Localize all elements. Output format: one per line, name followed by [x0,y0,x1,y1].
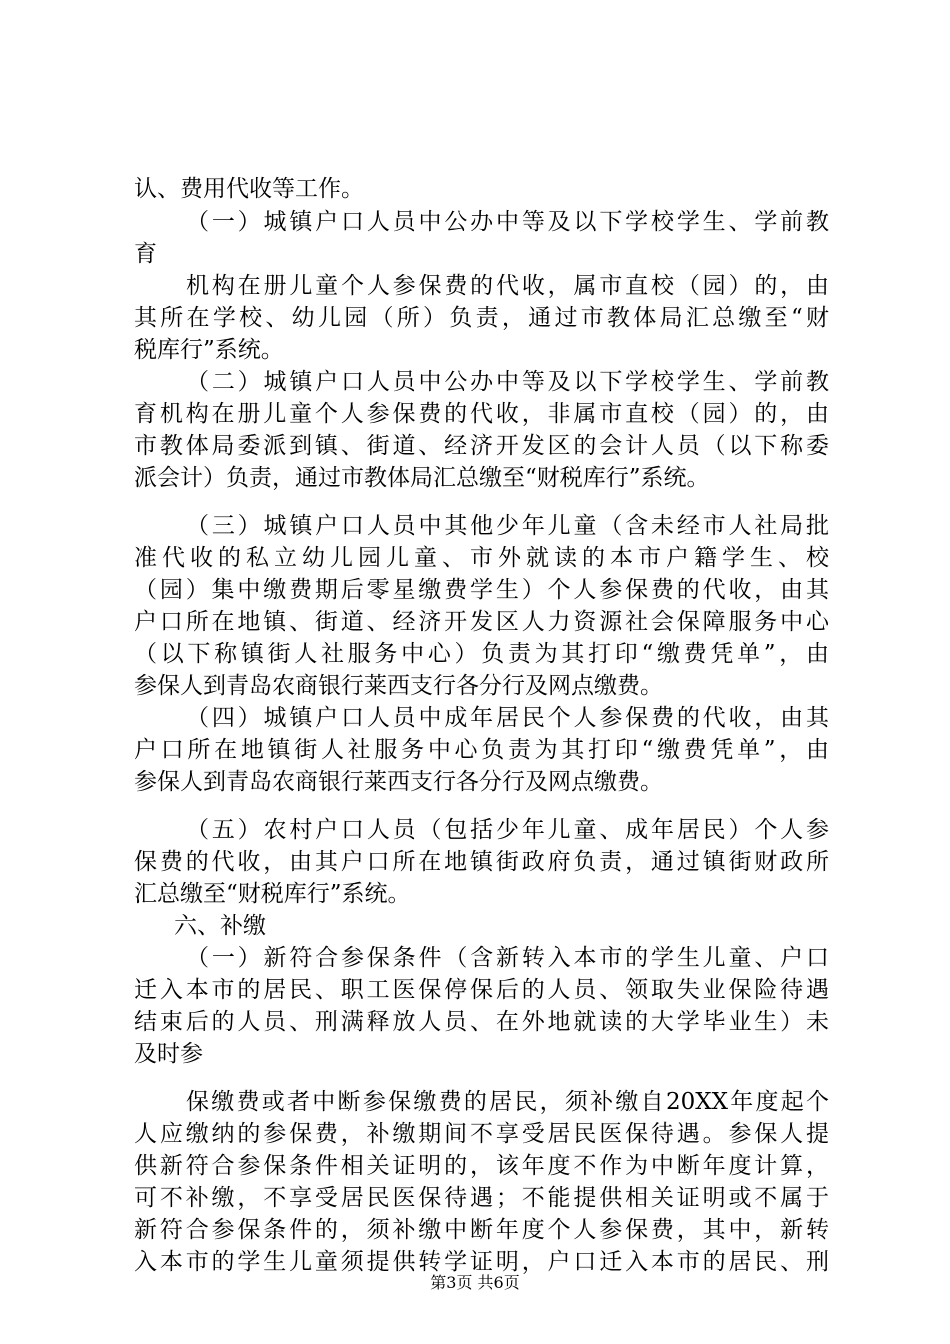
text-line: （园）集中缴费期后零星缴费学生）个人参保费的代收，由其 [134,577,829,603]
text-line: （五）农村户口人员（包括少年儿童、成年居民）个人参 [186,817,829,843]
text-line: 机构在册儿童个人参保费的代收，属市直校（园）的，由 [186,273,829,299]
text-line: 育 [134,241,157,267]
text-line: （一）新符合参保条件（含新转入本市的学生儿童、户口 [186,945,829,971]
text-line: 入本市的学生儿童须提供转学证明，户口迁入本市的居民、刑 [134,1249,829,1275]
text-line: 保缴费或者中断参保缴费的居民，须补缴自20XX年度起个 [186,1089,829,1115]
text-line: （四）城镇户口人员中成年居民个人参保费的代收，由其 [186,705,829,731]
text-line: （二）城镇户口人员中公办中等及以下学校学生、学前教 [186,369,829,395]
text-line: 新符合参保条件的，须补缴中断年度个人参保费，其中，新转 [134,1217,829,1243]
text-line: （三）城镇户口人员中其他少年儿童（含未经市人社局批 [186,513,829,539]
text-line: （以下称镇街人社服务中心）负责为其打印“缴费凭单”，由 [134,641,829,667]
text-line: 户口所在地镇、街道、经济开发区人力资源社会保障服务中心 [134,609,829,635]
text-line: （一）城镇户口人员中公办中等及以下学校学生、学前教 [186,209,829,235]
text-line: 认、费用代收等工作。 [134,176,364,202]
text-line: 准代收的私立幼儿园儿童、市外就读的本市户籍学生、校 [134,545,829,571]
text-line: 派会计）负责，通过市教体局汇总缴至“财税库行”系统。 [134,465,710,491]
text-line: 可不补缴，不享受居民医保待遇；不能提供相关证明或不属于 [134,1185,829,1211]
text-line: 市教体局委派到镇、街道、经济开发区的会计人员（以下称委 [134,433,829,459]
text-line: 供新符合参保条件相关证明的，该年度不作为中断年度计算， [134,1153,829,1179]
text-line: 参保人到青岛农商银行莱西支行各分行及网点缴费。 [134,769,663,795]
text-line: 及时参 [134,1041,203,1067]
text-line: 户口所在地镇街人社服务中心负责为其打印“缴费凭单”，由 [134,737,829,763]
text-line: 其所在学校、幼儿园（所）负责，通过市教体局汇总缴至“财 [134,305,829,331]
text-line: 税库行”系统。 [134,337,284,363]
text-line: 育机构在册儿童个人参保费的代收，非属市直校（园）的，由 [134,401,829,427]
text-line: 迁入本市的居民、职工医保停保后的人员、领取失业保险待遇 [134,977,829,1003]
text-line: 参保人到青岛农商银行莱西支行各分行及网点缴费。 [134,673,663,699]
page-footer: 第3页 共6页 [430,1273,520,1292]
text-line: 保费的代收，由其户口所在地镇街政府负责，通过镇街财政所 [134,849,829,875]
text-line: 结束后的人员、刑满释放人员、在外地就读的大学毕业生）未 [134,1009,829,1035]
text-line: 汇总缴至“财税库行”系统。 [134,881,411,907]
text-line: 六、补缴 [174,913,266,939]
text-line: 人应缴纳的参保费，补缴期间不享受居民医保待遇。参保人提 [134,1121,829,1147]
